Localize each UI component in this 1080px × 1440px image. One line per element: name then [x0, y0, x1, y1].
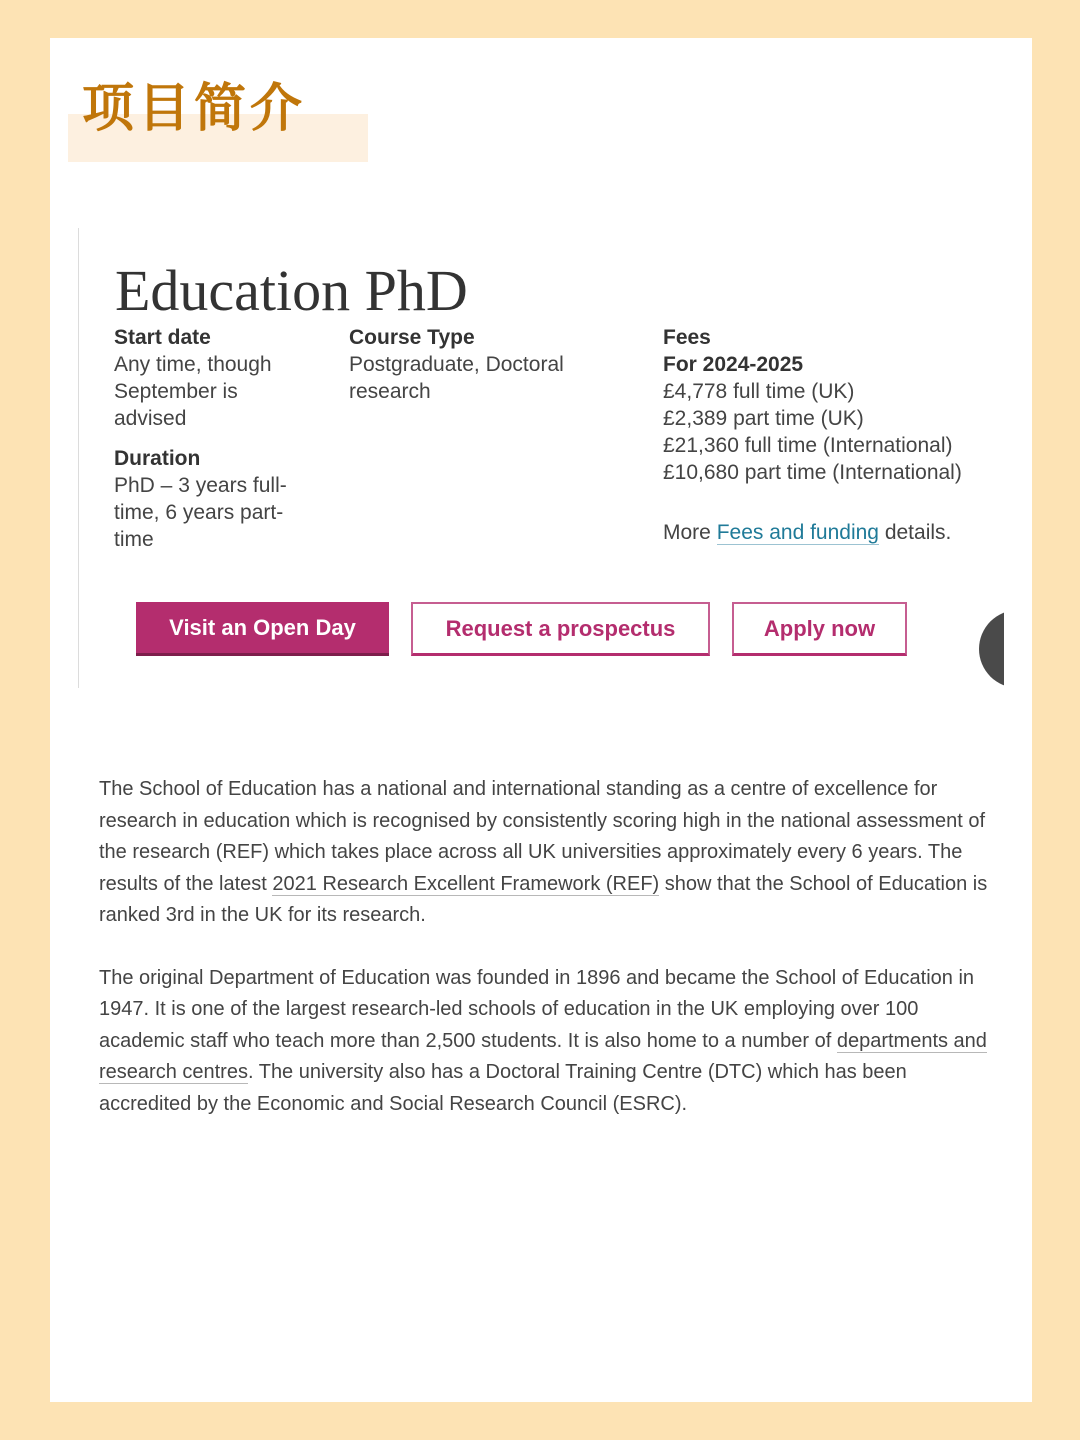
course-title: Education PhD: [115, 258, 468, 323]
duration-label: Duration: [114, 447, 201, 470]
fee-item: £21,360 full time (International): [663, 434, 953, 457]
intro-text-part: The original Department of Education was founded in 1896 and became the School of Education in 1947. It is one of the largest research-led schools of education in the UK employing over 100 academic staff who teach more than 2,500 students. It is also home to a number of: [99, 966, 975, 1052]
start-date-value: Any time, though September is advised: [114, 353, 272, 430]
fees-year: For 2024-2025: [663, 353, 804, 376]
intro-text: [99, 774, 991, 1151]
course-info-column-fees: [663, 324, 1003, 546]
fee-item: £4,778 full time (UK): [663, 380, 855, 403]
request-prospectus-button[interactable]: Request a prospectus: [411, 602, 710, 656]
course-summary: [78, 228, 1004, 688]
intro-paragraph: [99, 774, 991, 932]
fee-item: £10,680 part time (International): [663, 461, 962, 484]
fees-label: Fees: [663, 326, 711, 349]
floating-scroll-button[interactable]: [979, 610, 1004, 688]
course-type-value: Postgraduate, Doctoral research: [349, 353, 564, 403]
course-info-column-dates: [114, 324, 314, 553]
page-title: 项目简介: [82, 79, 307, 139]
fees-and-funding-link[interactable]: Fees and funding: [716, 521, 879, 544]
duration-value: PhD – 3 years full-time, 6 years part-time: [114, 474, 287, 551]
course-type-label: Course Type: [349, 326, 475, 349]
apply-now-button[interactable]: Apply now: [732, 602, 907, 656]
fees-more-line: [663, 519, 1003, 546]
intro-text-part: The School of Education has a national and international standing as a centre of excellence for research in education which is recognised by consistently scoring high in the national assessment of the research (REF) which takes place across all UK universities approximately every 6 years. The results of the latest: [99, 778, 986, 895]
ref-2021-link[interactable]: 2021 Research Excellent Framework (REF): [272, 872, 660, 895]
departments-link[interactable]: departments and research centres: [99, 1029, 987, 1083]
course-info-column-type: [349, 324, 609, 405]
intro-paragraph: [99, 963, 991, 1121]
fees-more-prefix: More: [663, 521, 717, 544]
visit-open-day-button[interactable]: Visit an Open Day: [136, 602, 389, 656]
content-card: [50, 38, 1032, 1402]
intro-text-part: show that the School of Education is ranked 3rd in the UK for its research.: [99, 872, 988, 926]
start-date-label: Start date: [114, 326, 211, 349]
fee-item: £2,389 part time (UK): [663, 407, 864, 430]
fees-more-suffix: details.: [878, 521, 952, 544]
intro-text-part: . The university also has a Doctoral Training Centre (DTC) which has been accredited by the Economic and Social Research Council (ESRC).: [99, 1061, 907, 1115]
